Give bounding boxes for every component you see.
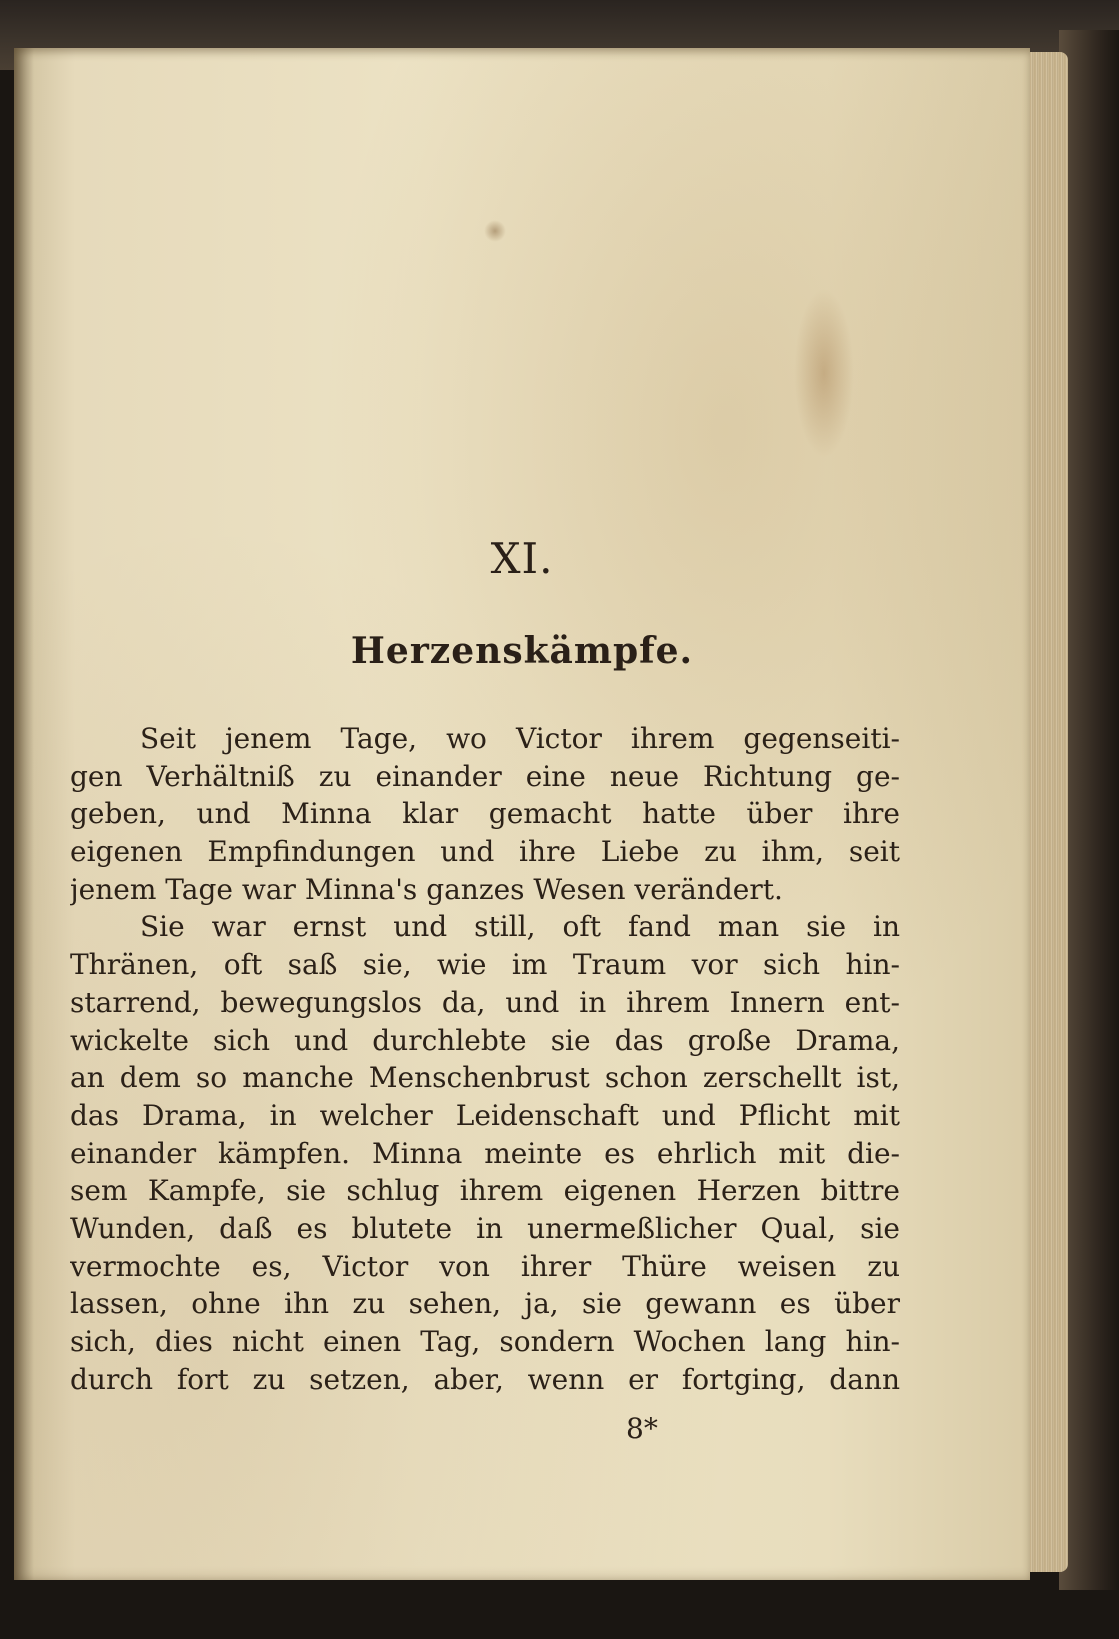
text-line: jenem Tage war Minna's ganzes Wesen verändert. (70, 872, 783, 906)
text-line: Wunden, daß es blutete in unermeßlicher Qual, sie (70, 1211, 900, 1245)
text-line: einander kämpfen. Minna meinte es ehrlich mit die- (70, 1136, 900, 1170)
body-text (70, 720, 900, 1398)
book-cover-right (1059, 30, 1119, 1590)
text-line: an dem so manche Menschenbrust schon zerschellt ist, (70, 1061, 900, 1095)
text-line: geben, und Minna klar gemacht hatte über ihre (70, 797, 900, 831)
text-line: lassen, ohne ihn zu sehen, ja, sie gewann es über (70, 1287, 900, 1321)
text-line: starrend, bewegungslos da, und in ihrem Innern ent- (70, 985, 900, 1019)
text-line: eigenen Empfindungen und ihre Liebe zu ihm, seit (70, 835, 900, 869)
chapter-title: Herzenskämpfe. (350, 630, 694, 672)
printer-signature: 8* (626, 1412, 658, 1445)
ink-spot (484, 220, 506, 242)
text-line: Seit jenem Tage, wo Victor ihrem gegenseiti- (140, 722, 900, 755)
page-edges (1028, 52, 1068, 1572)
text-line: durch fort zu setzen, aber, wenn er fortging, dann (70, 1362, 900, 1396)
text-line: sem Kampfe, sie schlug ihrem eigenen Herzen bittre (70, 1174, 900, 1208)
text-line: Thränen, oft saß sie, wie im Traum vor sich hin- (70, 948, 900, 982)
book-page (14, 48, 1030, 1580)
chapter-number: XI. (490, 534, 554, 583)
text-line: sich, dies nicht einen Tag, sondern Wochen lang hin- (70, 1325, 900, 1358)
text-line: vermochte es, Victor von ihrer Thüre weisen zu (70, 1249, 900, 1283)
text-line: Sie war ernst und still, oft fand man sie in (140, 910, 900, 944)
text-line: das Drama, in welcher Leidenschaft und Pflicht mit (70, 1098, 900, 1132)
text-line: wickelte sich und durchlebte sie das große Drama, (70, 1023, 900, 1057)
spine-shadow (14, 48, 34, 1580)
text-line: gen Verhältniß zu einander eine neue Richtung ge- (70, 759, 900, 793)
water-stain (794, 288, 854, 458)
